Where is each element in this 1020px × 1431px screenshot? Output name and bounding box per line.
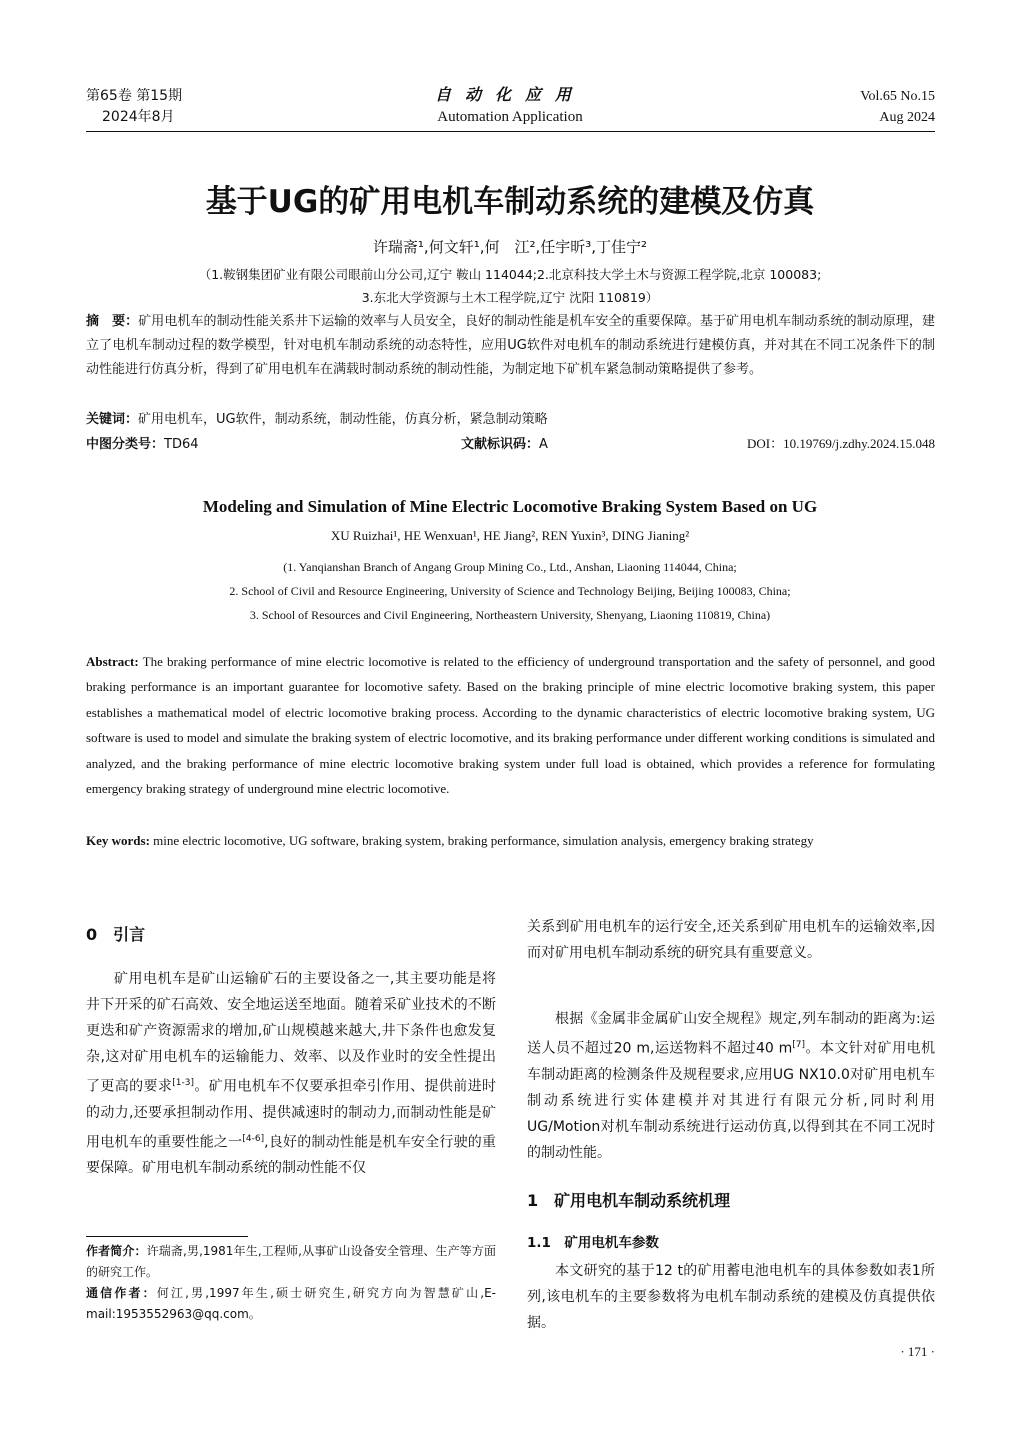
header-volume-en: [860, 86, 935, 128]
affiliation-en-line: 3. School of Resources and Civil Engineering, Northeastern University, Shenyang, Liaoning 110819, China): [249, 608, 771, 622]
issue-date-cn: 2024年8月: [102, 109, 175, 125]
citation[interactable]: [4-6]: [242, 1133, 265, 1144]
authors-cn: 许瑞斋¹,何文轩¹,何 江²,任宇昕³,丁佳宁²: [372, 238, 648, 256]
journal-name-en: Automation Application: [437, 109, 583, 125]
citation[interactable]: [1-3]: [172, 1078, 195, 1088]
issue-date-en: Aug 2024: [879, 110, 935, 125]
abstract-cn: [86, 310, 935, 382]
section-1-heading: 1 矿用电机车制动系统机理: [527, 1190, 731, 1210]
section-0-paragraph-2: 根据《金属非金属矿山安全规程》规定,列车制动的距离为:运送人员不超过20 m,运送物料不超过40 m[7]。本文针对矿用电机车制动距离的检测条件及规程要求,应用UG NX10.0对矿用电机车制动系统进行实体建模并对其进行有限元分析,同时利用UG/Motion对机车制动系统进行运动仿真,以得到其在不同工况时的制动性能。: [527, 1011, 936, 1161]
clc-code: 中图分类号：TD64: [86, 437, 199, 452]
section-0-heading: 0 引言: [86, 925, 146, 944]
affiliation-cn: [60, 263, 960, 309]
authors-en: XU Ruizhai¹, HE Wenxuan¹, HE Jiang², REN Yuxin³, DING Jianing²: [330, 528, 690, 543]
keywords-en-label: Key words:: [86, 833, 150, 848]
citation[interactable]: [7]: [792, 1040, 806, 1050]
section-1-1-paragraph-1: 本文研究的基于12 t的矿用蓄电池电机车的具体参数如表1所列,该电机车的主要参数将为电机车制动系统的建模及仿真提供依据。: [527, 1262, 935, 1331]
keywords-en: [86, 828, 935, 853]
affiliation-en-line: (1. Yanqianshan Branch of Angang Group Mining Co., Ltd., Anshan, Liaoning 114044, China;: [283, 560, 737, 574]
header-volume-info: [86, 86, 182, 128]
footnote-author: 作者简介：许瑞斋,男,1981年生,工程师,从事矿山设备安全管理、生产等方面的研究工作。: [86, 1244, 496, 1279]
affiliation-cn-line: 3.东北大学资源与土木工程学院,辽宁 沈阳 110819）: [361, 290, 659, 305]
keywords-cn: [86, 408, 935, 432]
doi[interactable]: DOI：10.19769/j.zdhy.2024.15.048: [746, 436, 935, 451]
paragraph-continuation: 关系到矿用电机车的运行安全,还关系到矿用电机车的运输效率,因而对矿用电机车制动系统的研究具有重要意义。: [527, 919, 935, 961]
body-left-column: [86, 922, 496, 1181]
abstract-cn-label: 摘 要：: [86, 314, 139, 329]
keywords-cn-text: 矿用电机车，UG软件，制动系统，制动性能，仿真分析，紧急制动策略: [138, 412, 548, 427]
abstract-en-label: Abstract:: [86, 654, 139, 669]
section-0-paragraph-1: 矿用电机车是矿山运输矿石的主要设备之一,其主要功能是将井下开采的矿石高效、安全地运送至地面。随着采矿业技术的不断更迭和矿产资源需求的增加,矿山规模越来越大,井下条件也愈发复杂,这对矿用电机车的运输能力、效率、以及作业时的安全性提出了更高的要求[1-3]。矿用电机车不仅要承担牵引作用、提供前进时的动力,还要承担制动作用、提供减速时的制动力,而制动性能是矿用电机车的重要性能之一[4-6],良好的制动性能是机车安全行驶的重要保障。矿用电机车制动系统的制动性能不仅: [86, 971, 497, 1177]
keywords-en-text: mine electric locomotive, UG software, braking system, braking performance, simulation analysis, emergency braking strategy: [153, 833, 814, 848]
abstract-cn-text: 矿用电机车的制动性能关系井下运输的效率与人员安全，良好的制动性能是机车安全的重要保障。基于矿用电机车制动系统的制动原理，建立了电机车制动过程的数学模型，针对电机车制动系统的动态特性，应用UG软件对电机车的制动系统进行建模仿真，并对其在不同工况条件下的制动性能进行仿真分析，得到了矿用电机车在满载时制动系统的制动性能，为制定地下矿机车紧急制动策略提供了参考。: [86, 314, 935, 377]
affiliation-cn-line: （1.鞍钢集团矿业有限公司眼前山分公司,辽宁 鞍山 114044;2.北京科技大学土木与资源工程学院,北京 100083;: [198, 267, 822, 282]
body-right-column: [527, 914, 935, 1336]
footnote-correspondence: 通信作者：何江,男,1997年生,硕士研究生,研究方向为智慧矿山,E-mail:1953552963@qq.com。: [86, 1286, 496, 1321]
footnote-divider: [86, 1236, 248, 1237]
journal-name-cn: 自动化应用: [434, 85, 585, 104]
page-number: · 171 ·: [900, 1344, 935, 1359]
affiliation-en-line: 2. School of Civil and Resource Engineering, University of Science and Technology Beijing, Beijing 100083, China;: [229, 584, 791, 598]
paper-title-en: Modeling and Simulation of Mine Electric Locomotive Braking System Based on UG: [202, 497, 818, 516]
classification-row: [86, 433, 935, 455]
header-divider: [86, 131, 935, 132]
abstract-en-text: The braking performance of mine electric locomotive is related to the efficiency of underground transportation and the safety of personnel, and good braking performance is an important guarantee for locomotive safety. Based on the braking principle of mine electric locomotive braking system, this paper establishes a mathematical model of electric locomotive braking process. According to the dynamic characteristics of electric locomotive braking system, UG software is used to model and simulate the braking system of electric locomotive, and its braking performance under different working conditions is simulated and analyzed, and the braking performance of mine electric locomotive braking system under full load is obtained, which provides a reference for formulating emergency braking strategy of underground mine electric locomotive.: [86, 654, 936, 797]
abstract-en: [86, 649, 935, 801]
vol-no-en: Vol.65 No.15: [860, 89, 935, 104]
keywords-cn-label: 关键词：: [86, 412, 139, 427]
volume-issue: 第65卷 第15期: [86, 88, 183, 104]
affiliation-en: [60, 555, 960, 627]
journal-masthead: [380, 82, 640, 126]
doc-code: 文献标识码：A: [461, 437, 548, 452]
section-1-1-heading: 1.1 矿用电机车参数: [527, 1234, 659, 1251]
paper-title-cn: 基于UG的矿用电机车制动系统的建模及仿真: [205, 184, 815, 220]
